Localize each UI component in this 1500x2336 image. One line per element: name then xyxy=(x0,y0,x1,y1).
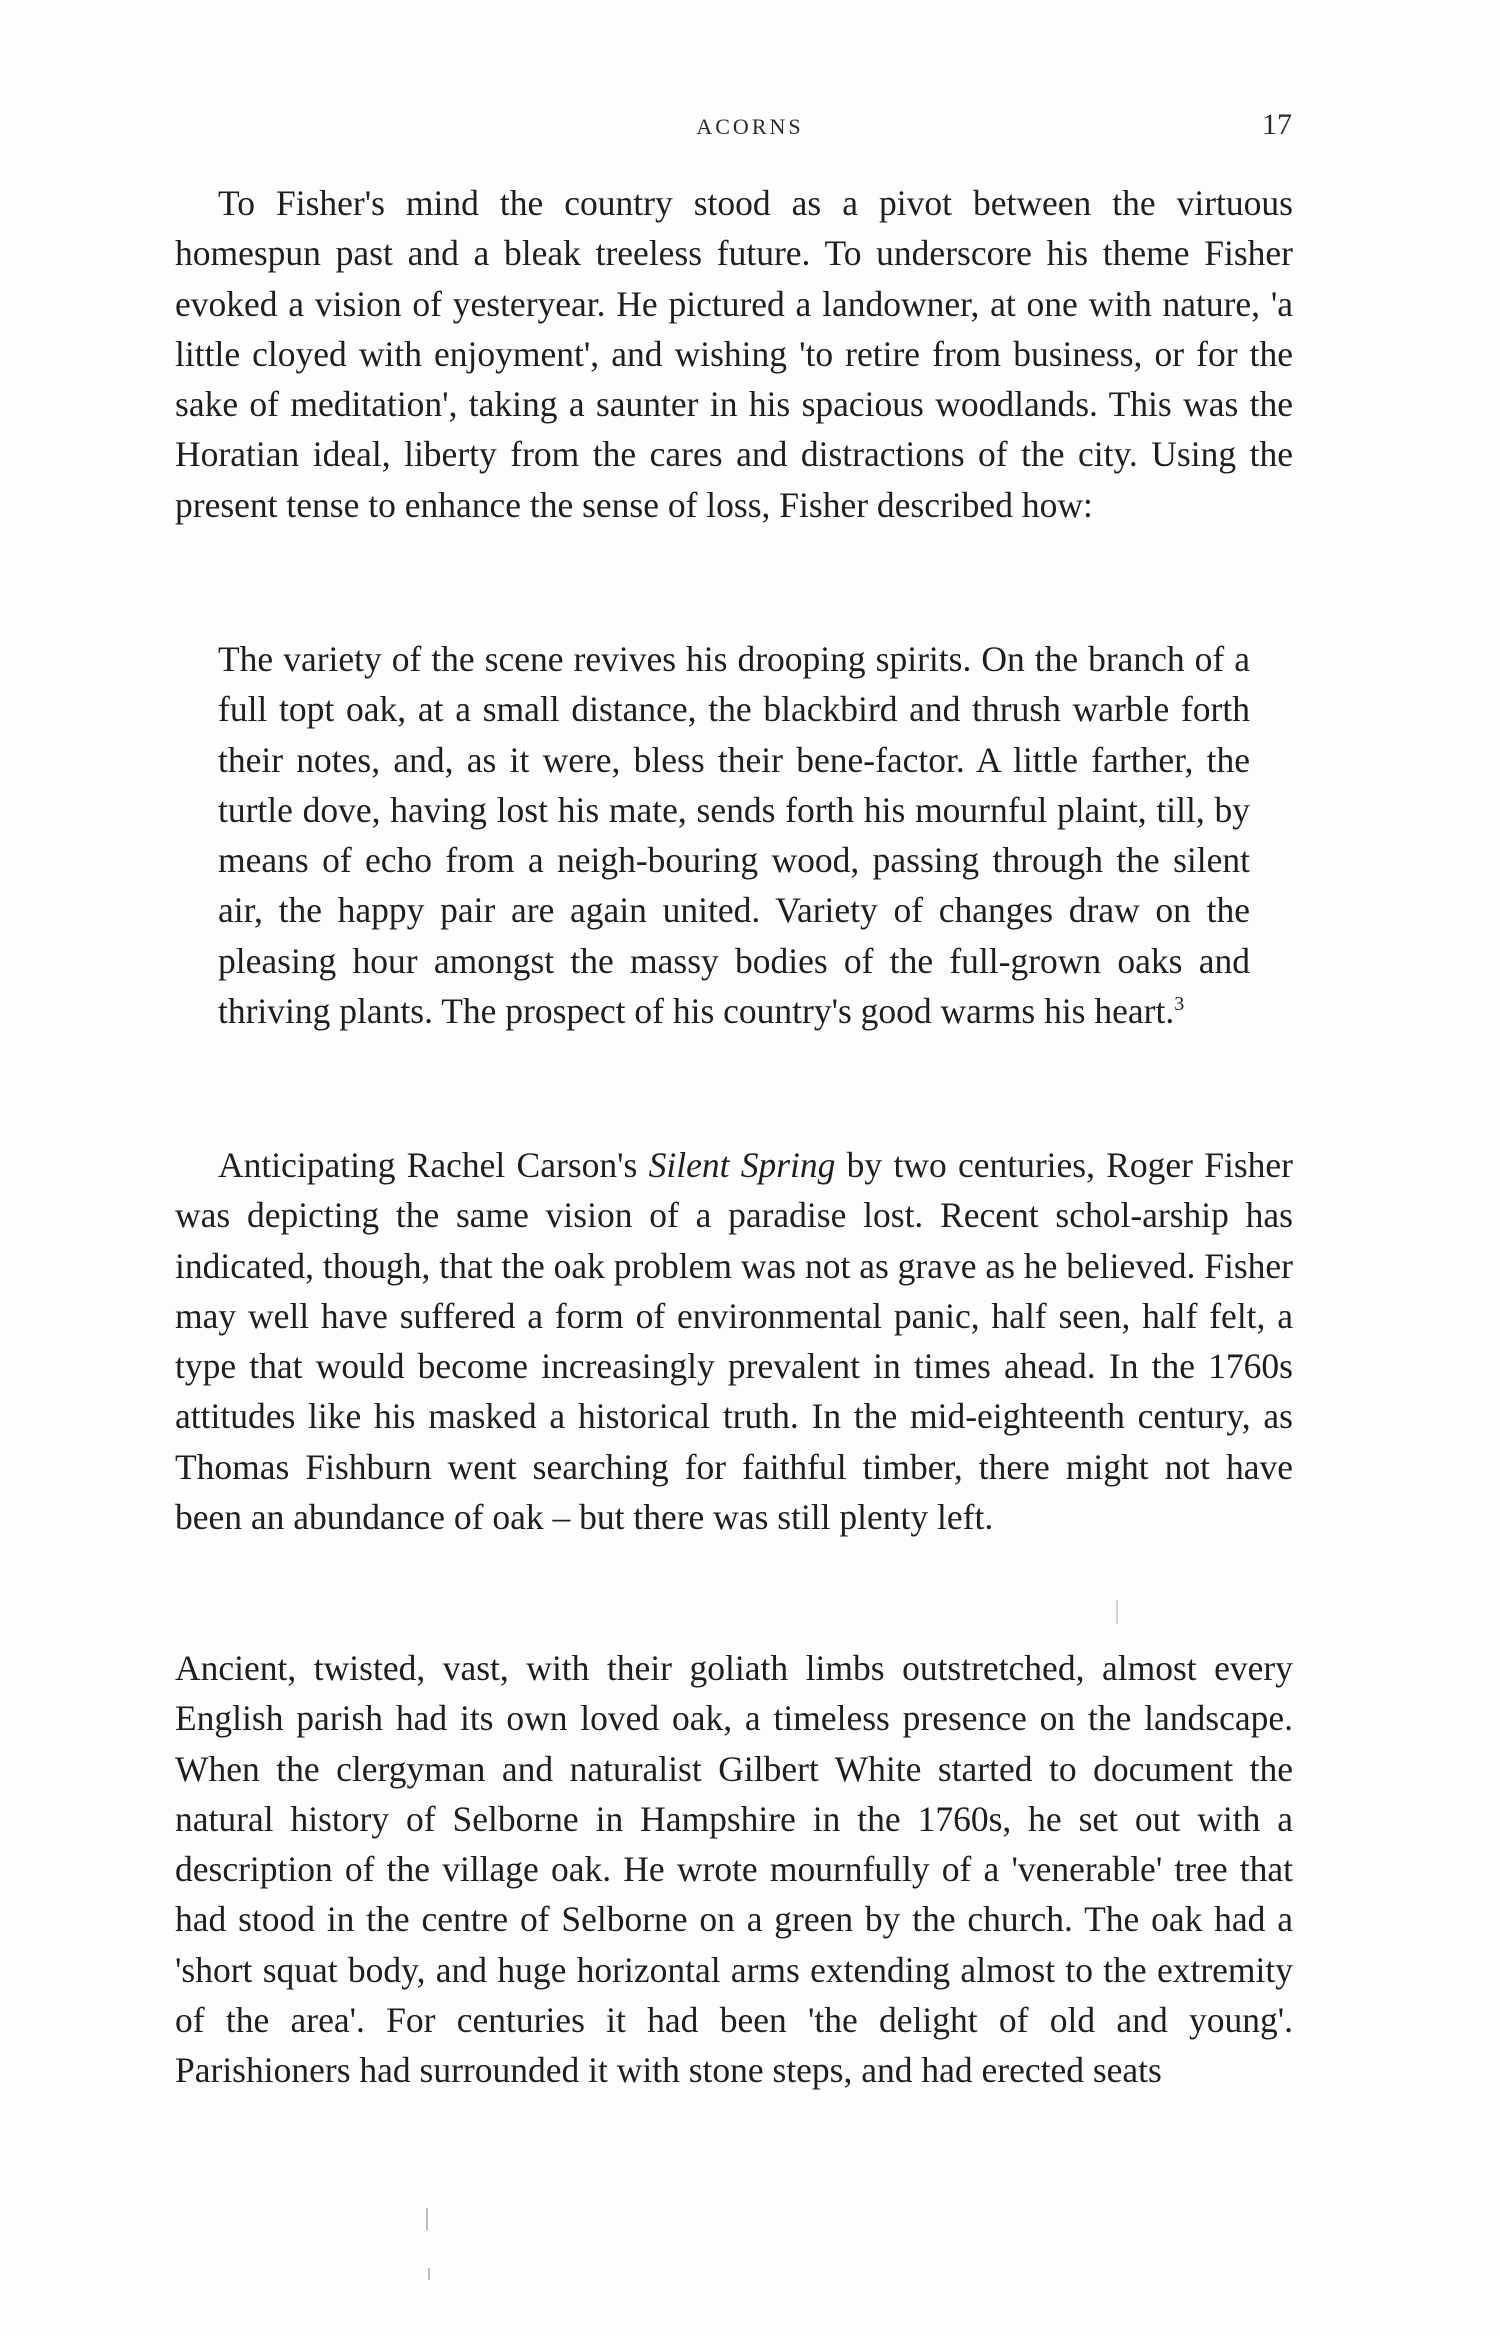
scan-speck xyxy=(426,2208,428,2230)
page-number: 17 xyxy=(1262,108,1292,141)
paragraph-1 xyxy=(175,178,1293,530)
running-head xyxy=(0,108,1500,148)
paragraph-2-body xyxy=(175,1140,1293,1542)
book-title-silent-spring: Silent Spring xyxy=(648,1145,836,1185)
block-quote xyxy=(218,634,1250,1036)
paragraph-3 xyxy=(175,1643,1293,2096)
running-title: ACORNS xyxy=(696,114,804,139)
paragraph-2 xyxy=(175,1140,1293,1542)
paragraph-2-lead: Anticipating Rachel Carson's xyxy=(218,1145,649,1185)
paragraph-3-text: Ancient, twisted, vast, with their goliath limbs outstretched, almost every English parish had its own loved oak, a timeless presence on the landscape. When the clergyman and naturalist Gilbert White started to document the natural history of Selborne in Hampshire in the 1760s, he set out with a description of the village oak. He wrote mournfully of a 'venerable' tree that had stood in the centre of Selborne on a green by the church. The oak had a 'short squat body, and huge horizontal arms extending almost to the extremity of the area'. For centuries it had been 'the delight of old and young'. Parishioners had surrounded it with stone steps, and had erected seats xyxy=(175,1648,1293,2091)
scan-speck xyxy=(1116,1600,1118,1624)
block-quote-body xyxy=(218,634,1250,1036)
footnote-marker[interactable]: 3 xyxy=(1174,993,1185,1016)
paragraph-2-rest: by two centuries, Roger Fisher was depicting the same vision of a paradise lost. Recent schol-arship has indicated, though, that the oak problem was not as grave as he believed. Fisher may well have suffered a form of environmental panic, half seen, half felt, a type that would become increasingly prevalent in times ahead. In the 1760s attitudes like his masked a historical truth. In the mid-eighteenth century, as Thomas Fishburn went searching for faithful timber, there might not have been an abundance of oak – but there was still plenty left. xyxy=(175,1145,1293,1538)
block-quote-text: The variety of the scene revives his drooping spirits. On the branch of a full topt oak, at a small distance, the blackbird and thrush warble forth their notes, and, as it were, bless their bene-factor. A little farther, the turtle dove, having lost his mate, sends forth his mournful plaint, till, by means of echo from a neigh-bouring wood, passing through the silent air, the happy pair are again united. Variety of changes draw on the pleasing hour amongst the massy bodies of the full-grown oaks and thriving plants. The prospect of his country's good warms his heart. xyxy=(218,639,1250,1032)
paragraph-1-text: To Fisher's mind the country stood as a pivot between the virtuous homespun past and a bleak treeless future. To underscore his theme Fisher evoked a vision of yesteryear. He pictured a landowner, at one with nature, 'a little cloyed with enjoyment', and wishing 'to retire from business, or for the sake of meditation', taking a saunter in his spacious woodlands. This was the Horatian ideal, liberty from the cares and distractions of the city. Using the present tense to enhance the sense of loss, Fisher described how: xyxy=(175,183,1293,525)
scan-speck xyxy=(428,2268,430,2280)
